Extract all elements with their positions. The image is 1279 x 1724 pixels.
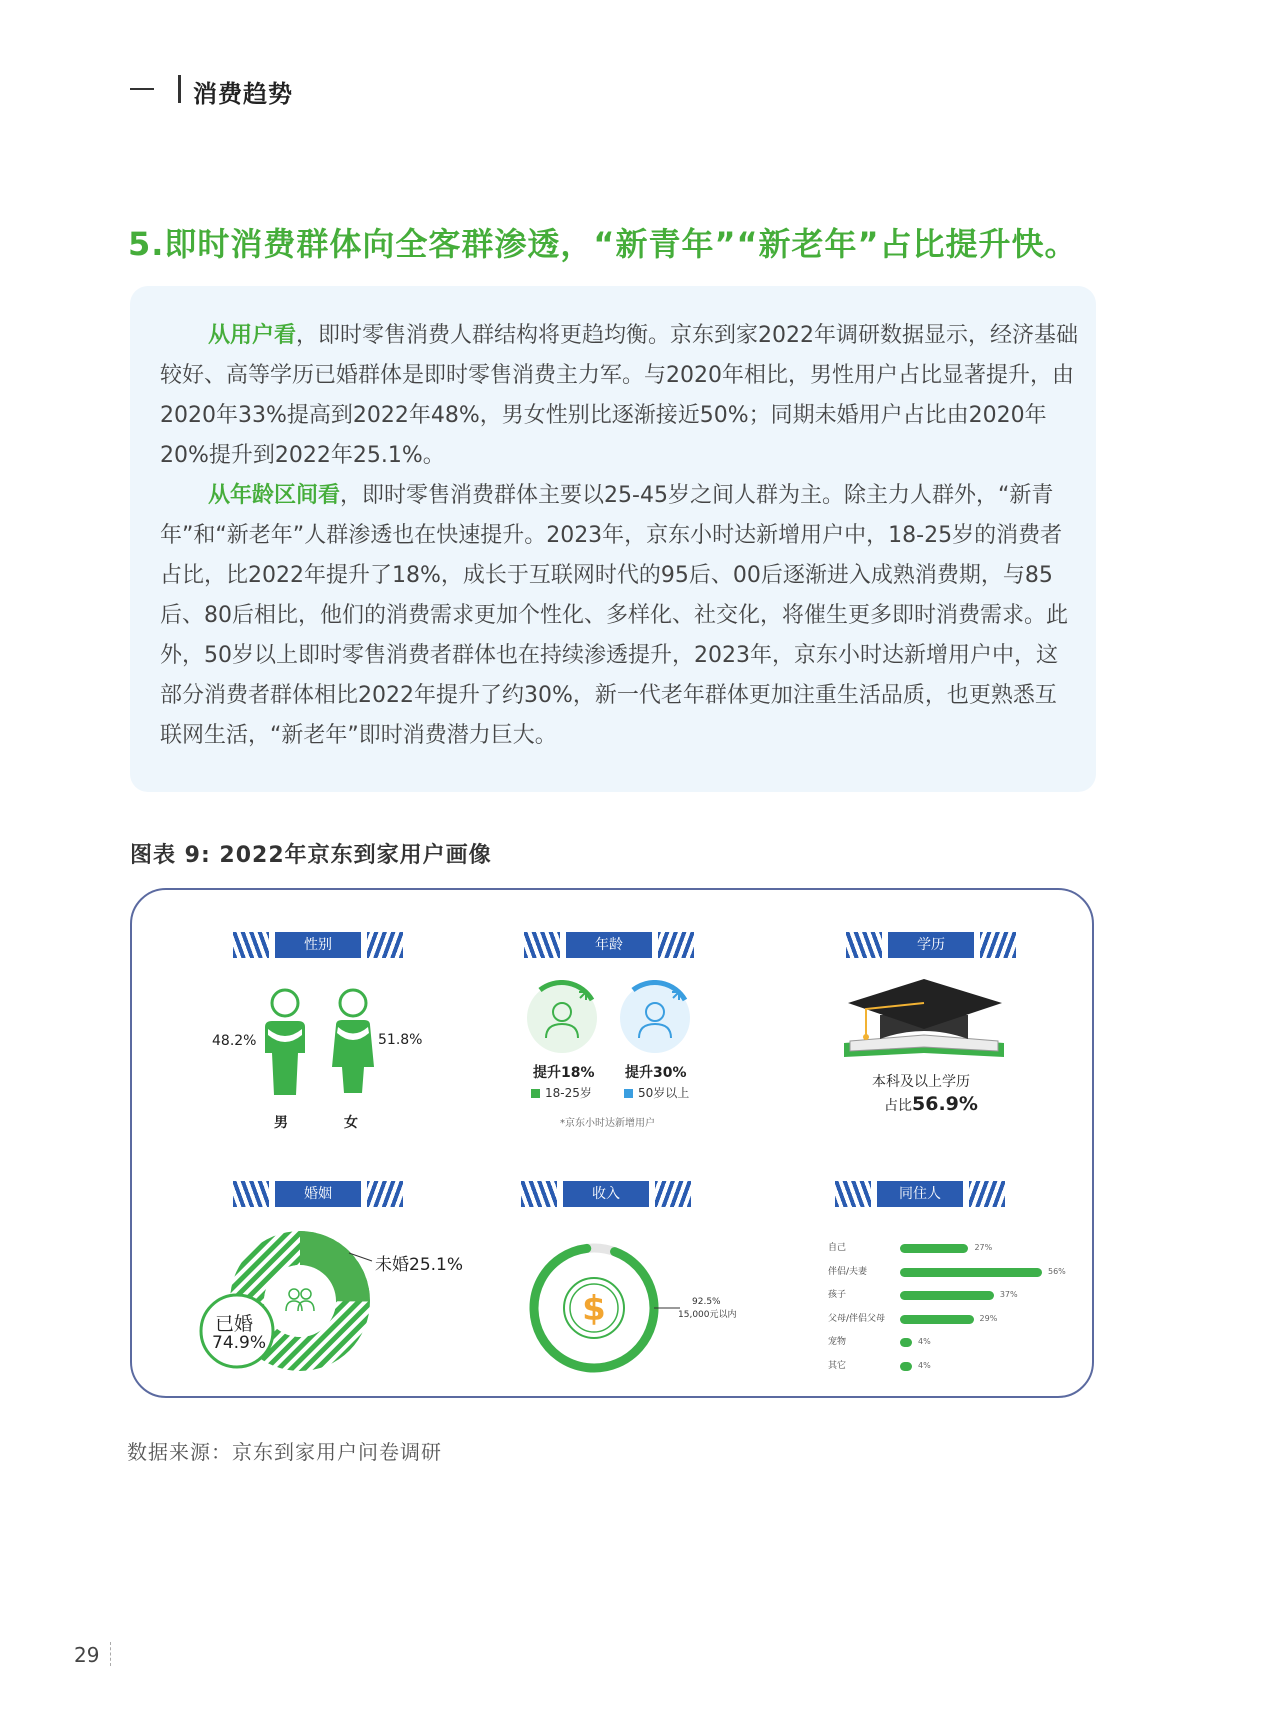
cohabitant-value: 56% [1048, 1266, 1066, 1276]
income-value: 92.5% [692, 1297, 721, 1307]
age-young-range: 18-25岁 [545, 1086, 592, 1100]
male-label: 男 [274, 1115, 288, 1131]
cohabitant-bar [900, 1338, 912, 1347]
cohabitant-banner: 同住人 [835, 1181, 1005, 1207]
cohabitant-value: 37% [999, 1290, 1018, 1299]
age-note: *京东小时达新增用户 [560, 1118, 655, 1129]
age-old-rise: 提升30% [625, 1065, 687, 1081]
legend-young-swatch [531, 1089, 540, 1098]
married-label: 已婚 [215, 1313, 254, 1335]
cohabitant-value: 29% [979, 1313, 998, 1323]
paragraph-1 [160, 316, 1078, 476]
male-percent: 48.2% [212, 1033, 257, 1049]
header-bar [178, 75, 181, 103]
paragraph-1-highlight: 从用户看 [208, 323, 297, 348]
legend-old-swatch [624, 1089, 633, 1098]
cohabitant-bar [900, 1315, 974, 1324]
gender-banner: 性别 [233, 932, 403, 958]
header-dash [130, 88, 154, 90]
senior-person-icon [620, 982, 690, 1053]
education-value: 56.9% [912, 1093, 978, 1115]
income-desc: 15,000元以内 [678, 1310, 737, 1320]
header-section-title: 消费趋势 [193, 80, 293, 108]
young-person-icon [527, 982, 597, 1053]
cohabitant-bar [900, 1268, 1042, 1277]
male-icon [265, 990, 305, 1095]
dollar-icon: $ [582, 1289, 606, 1329]
age-young-rise: 提升18% [533, 1065, 595, 1081]
age-old-range: 50岁以上 [638, 1086, 690, 1100]
cohabitant-row [828, 1312, 1088, 1326]
cohabitant-value: 27% [974, 1243, 993, 1252]
married-value: 74.9% [212, 1333, 267, 1353]
section-title: 5.即时消费群体向全客群渗透，“新青年”“新老年”占比提升快。 [128, 225, 1078, 263]
female-percent: 51.8% [378, 1032, 423, 1048]
female-label: 女 [344, 1115, 358, 1131]
page-number-divider [110, 1642, 111, 1666]
age-banner: 年龄 [524, 932, 694, 958]
cohabitant-row [828, 1265, 1088, 1279]
paragraph-2-highlight: 从年龄区间看 [208, 483, 341, 508]
cohabitant-label: 其它 [828, 1360, 847, 1371]
cohabitant-bar [900, 1291, 994, 1300]
cohabitant-label: 自己 [828, 1243, 847, 1253]
cohabitant-row [828, 1335, 1088, 1349]
cohabitant-label: 宠物 [828, 1337, 847, 1347]
education-banner: 学历 [846, 932, 1016, 958]
cohabitant-row [828, 1288, 1088, 1302]
gender-figures [260, 985, 390, 1125]
page-number: 29 [74, 1643, 100, 1667]
age-icons [520, 980, 700, 1060]
female-icon [332, 990, 374, 1093]
education-line2 [884, 1093, 978, 1115]
figure-caption: 图表 9: 2022年京东到家用户画像 [130, 843, 492, 868]
paragraph-2 [160, 476, 1078, 756]
cohabitant-row [828, 1359, 1088, 1373]
education-line1: 本科及以上学历 [872, 1074, 970, 1090]
cohabitant-label: 父母/伴侣父母 [828, 1313, 886, 1324]
cohabitant-value: 4% [918, 1360, 931, 1370]
cohabitant-bar [900, 1244, 968, 1253]
cohabitant-value: 4% [918, 1337, 931, 1346]
unmarried-label: 未婚25.1% [375, 1255, 464, 1275]
education-prefix: 占比 [884, 1098, 912, 1114]
data-source: 数据来源：京东到家用户问卷调研 [127, 1440, 442, 1464]
cohabitant-label: 孩子 [828, 1290, 847, 1300]
cohabitant-bar [900, 1362, 912, 1371]
income-banner: 收入 [521, 1181, 691, 1207]
cohabitant-row [828, 1241, 1088, 1255]
marriage-banner: 婚姻 [233, 1181, 403, 1207]
paragraph-2-text: ，即时零售消费群体主要以25-45岁之间人群为主。除主力人群外，“新青年”和“新老年”人群渗透也在快速提升。2023年，京东小时达新增用户中，18-25岁的消费者占比，比2022年提升了18%，成长于互联网时代的95后、00后逐渐进入成熟消费期，与85后、80后相比，他们的消费需求更加个性化、多样化、社交化，将催生更多即时消费需求。此外，50岁以上即时零售消费者群体也在持续渗透提升，2023年，京东小时达新增用户中，这部分消费者群体相比2022年提升了约30%，新一代老年群体更加注重生活品质，也更熟悉互联网生活，“新老年”即时消费潜力巨大。 [160, 483, 1068, 748]
cohabitant-label: 伴侣/夫妻 [828, 1266, 868, 1277]
paragraph-1-text: ，即时零售消费人群结构将更趋均衡。京东到家2022年调研数据显示，经济基础较好、高等学历已婚群体是即时零售消费主力军。与2020年相比，男性用户占比显著提升，由2020年33%提高到2022年48%，男女性别比逐渐接近50%；同期未婚用户占比由2020年20%提升到2022年25.1%。 [160, 323, 1079, 468]
graduation-cap-icon [838, 975, 1018, 1065]
